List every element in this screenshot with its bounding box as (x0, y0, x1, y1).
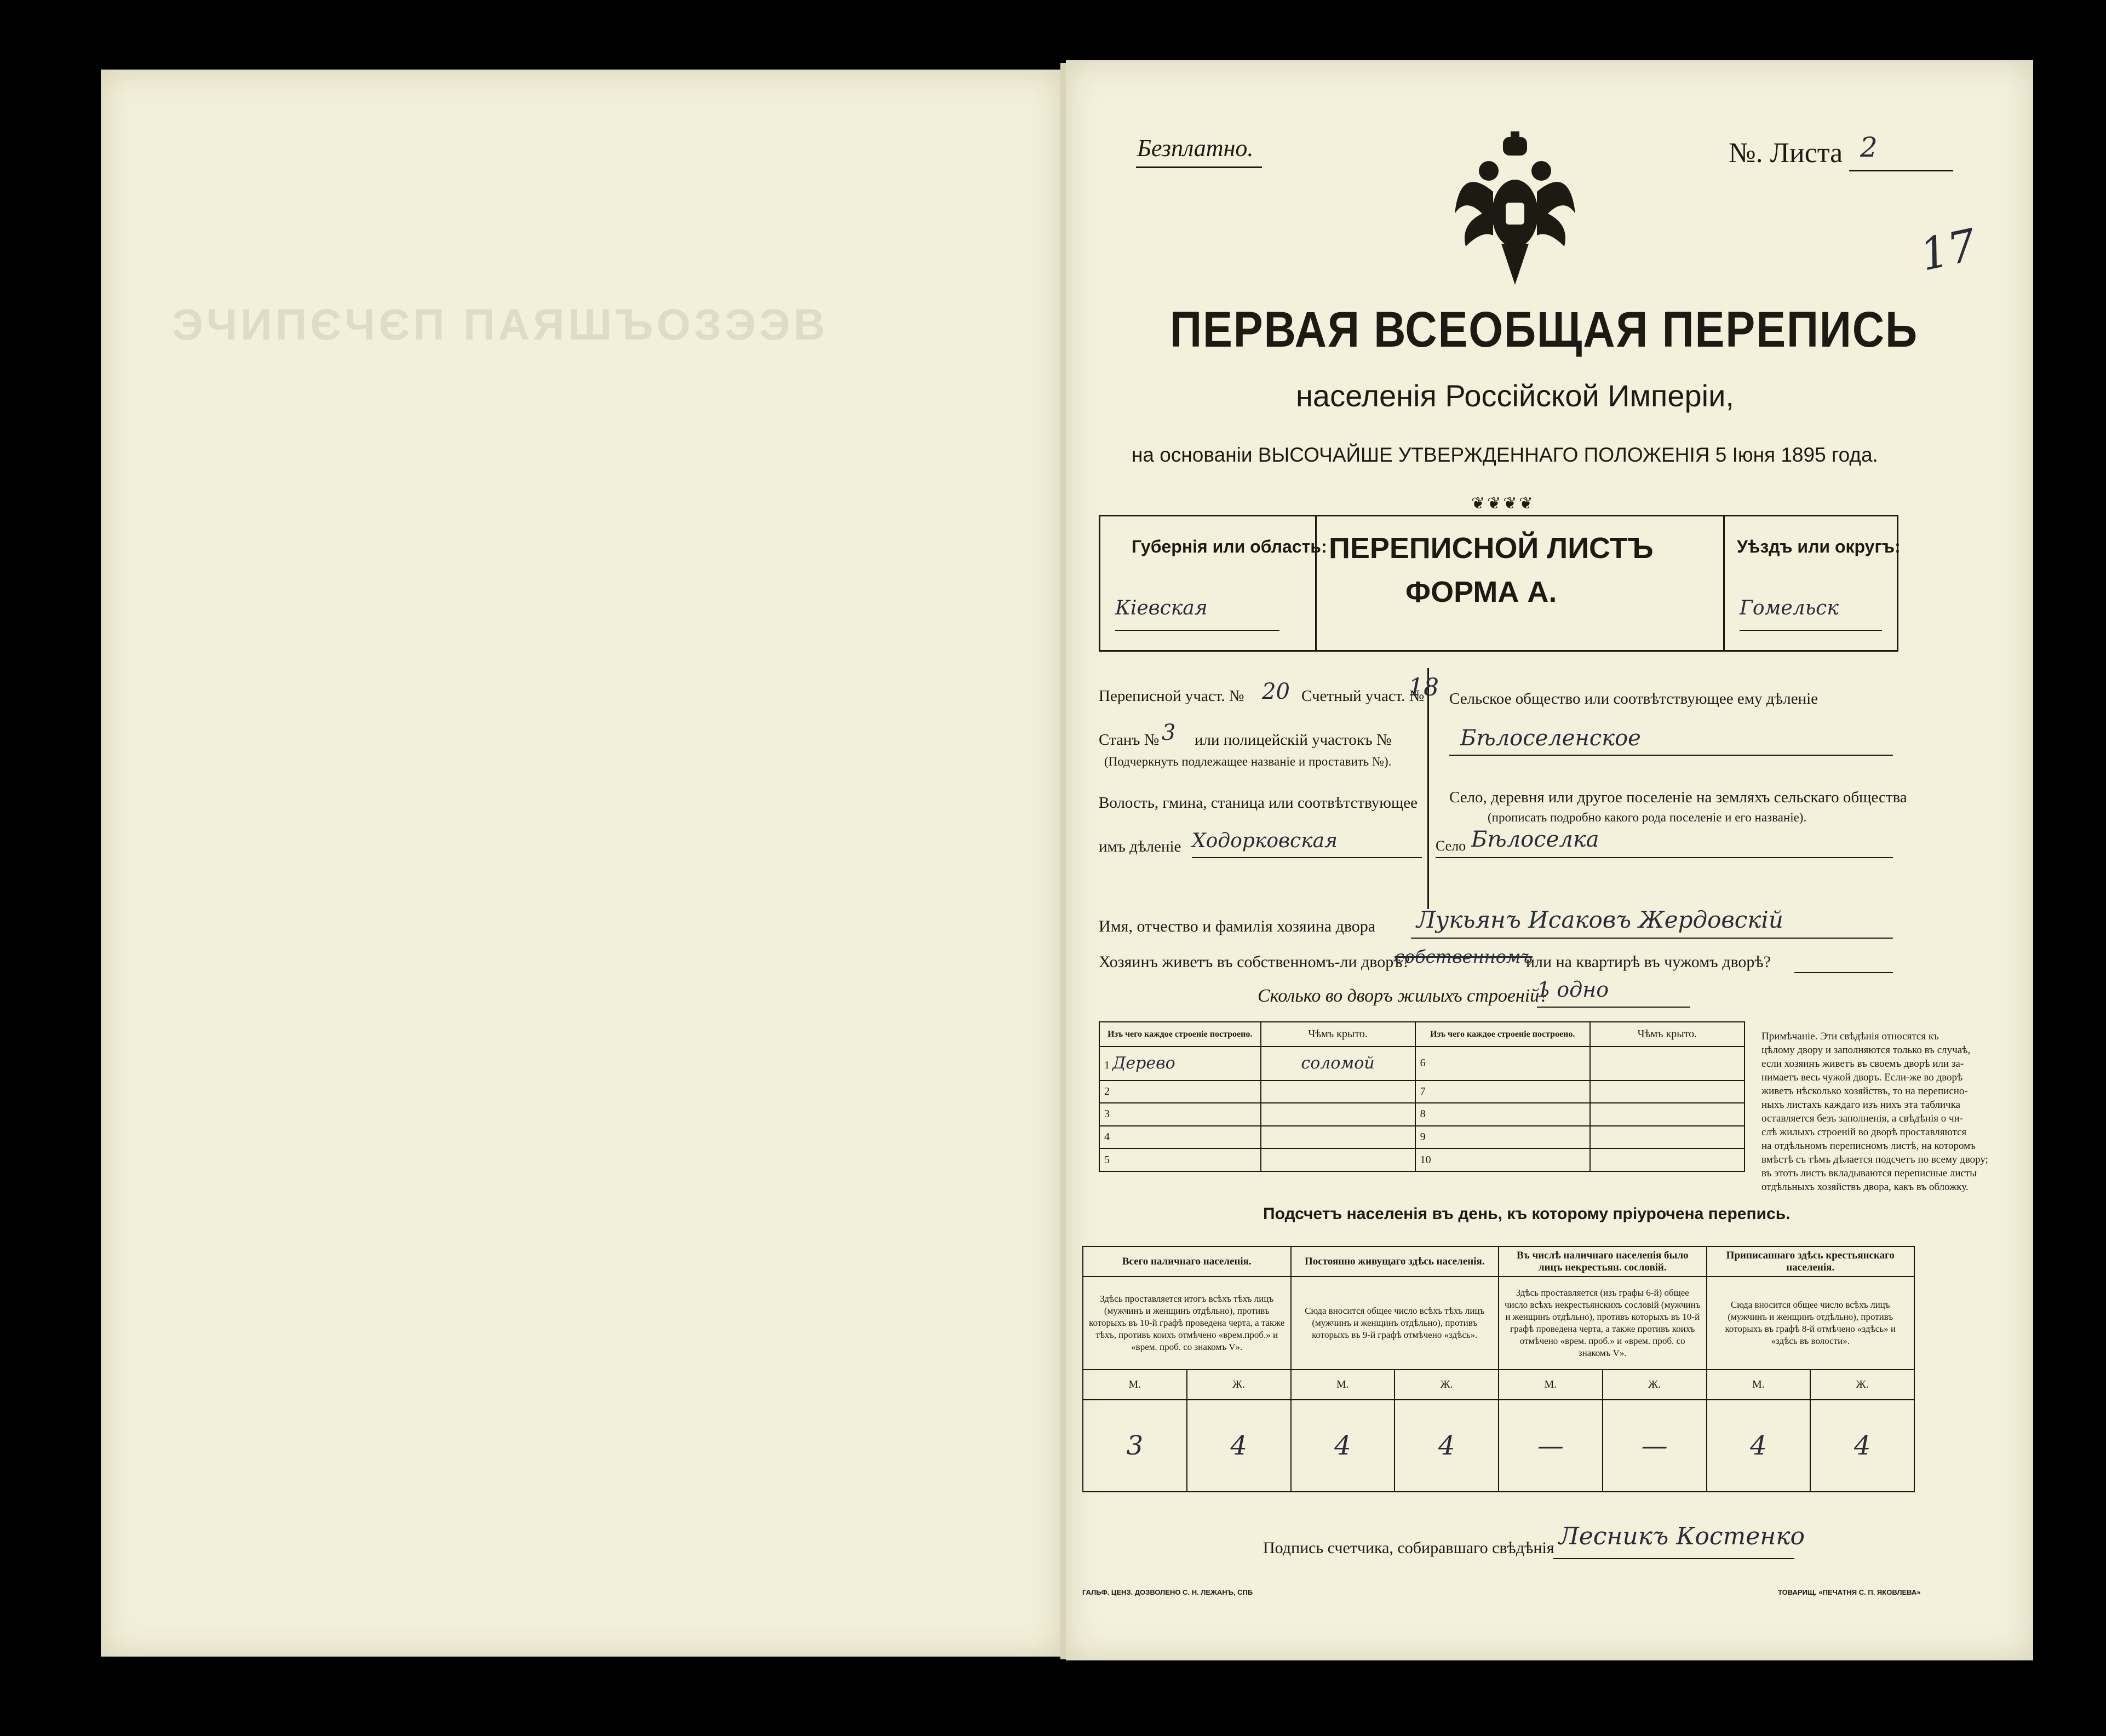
society-underline (1449, 755, 1893, 756)
corner-folio-number: 17 (1915, 219, 1981, 281)
permanent-female-count: 4 (1395, 1400, 1499, 1492)
col-desc-permanent: Сюда вносится общее число всѣхъ тѣхъ лицъ (мужчинъ и женщинъ отдѣльно), противъ которыхъ въ 9-й графѣ отмѣчено «здѣсь». (1291, 1277, 1499, 1370)
male-header: М. (1707, 1370, 1811, 1400)
ornament-divider: ❦❦❦❦ (1471, 495, 1535, 513)
bleed-through-title: ЭЧИПЄЧЄП ПАЯШЪОЗЭЭВ (172, 300, 829, 349)
roof-header-right: Чѣмъ крыто. (1590, 1022, 1745, 1047)
empty-cell (1590, 1126, 1745, 1149)
underline-note: (Подчеркнуть подлежащее названіе и проставить №). (1104, 755, 1392, 768)
material-header-left: Изъ чего каждое строеніе построено. (1099, 1022, 1261, 1047)
row-number: 10 (1415, 1148, 1590, 1171)
row-number: 2 (1099, 1080, 1261, 1103)
village-label: Село, деревня или другое поселеніе на земляхъ сельскаго общества (1449, 789, 1907, 806)
row-number: 5 (1099, 1148, 1261, 1171)
note-line: оставляется безъ заполненія, а свѣдѣнія о чи- (1761, 1113, 1964, 1124)
male-header: М. (1291, 1370, 1395, 1400)
fields-divider (1427, 668, 1429, 909)
col-desc-non-peasant: Здѣсь проставляется (изъ графы 6-й) общее число всѣхъ некрестьянскихъ сословій (мужчинъ и женщинъ отдѣльно), противъ которыхъ въ 10-й графѣ проведена черта, а также противъ коихъ отмѣчено «врем. проб.» и «врем. проб. со знакомъ V». (1499, 1277, 1707, 1370)
col-head-peasant: Приписаннаго здѣсь крестьянскаго населенія. (1707, 1246, 1915, 1277)
col-desc-peasant: Сюда вносится общее число всѣхъ лицъ (мужчинъ и женщинъ отдѣльно), противъ которыхъ въ графѣ 8-й отмѣчено «здѣсь» и «здѣсь въ волости». (1707, 1277, 1915, 1370)
sheet-number-value: 2 (1860, 131, 1878, 163)
village-prefix: Село (1436, 838, 1466, 854)
printer-credit-right: ТОВАРИЩ. «ПЕЧАТНЯ С. П. ЯКОВЛЕВА» (1778, 1588, 1921, 1596)
row-number: 4 (1099, 1126, 1261, 1149)
note-line: Примѣчаніе. Эти свѣдѣнія относятся къ (1761, 1031, 1939, 1042)
col-desc-total: Здѣсь проставляется итогъ всѣхъ тѣхъ лицъ (мужчинъ и женщинъ отдѣльно), противъ которыхъ въ 10-й графѣ проведена черта, а также тѣхъ, противъ коихъ отмѣчено «врем.проб.» и «врем. проб. со знакомъ V». (1083, 1277, 1291, 1370)
note-line: цѣлому двору и заполняются только въ случаѣ, (1761, 1044, 1971, 1056)
left-page (101, 70, 1062, 1657)
owner-underline (1411, 938, 1893, 939)
page-subtitle: населенія Россійской Имперіи, (1296, 378, 1734, 413)
buildings-underline (1537, 1007, 1690, 1008)
guberniya-value: Кіевская (1115, 597, 1208, 619)
roof-header-left: Чѣмъ крыто. (1261, 1022, 1415, 1047)
population-title: Подсчетъ населенія въ день, къ которому пріурочена перепись. (1263, 1205, 1791, 1223)
empty-cell (1261, 1080, 1415, 1103)
row-number: 8 (1415, 1103, 1590, 1126)
free-underline (1136, 166, 1262, 168)
form-box-divider-right (1723, 515, 1725, 652)
guberniya-label: Губернія или область: (1132, 537, 1327, 556)
form-box-divider-left (1315, 515, 1317, 652)
non-peasant-male-count: — (1499, 1400, 1603, 1492)
peasant-female-count: 4 (1810, 1400, 1914, 1492)
signature-label: Подпись счетчика, собиравшаго свѣдѣнія (1263, 1539, 1554, 1557)
male-header: М. (1083, 1370, 1187, 1400)
col-head-permanent: Постоянно живущаго здѣсь населенія. (1291, 1246, 1499, 1277)
volost-underline (1192, 857, 1422, 858)
note-line: въ этотъ листъ вкладываются переписные листы (1761, 1168, 1977, 1179)
note-block (1761, 1030, 1992, 1194)
note-line: слѣ жилыхъ строеній во дворѣ проставляются (1761, 1126, 1967, 1138)
buildings-label: Сколько во дворъ жилыхъ строеній? (1258, 986, 1549, 1006)
permanent-male-count: 4 (1291, 1400, 1395, 1492)
free-label: Безплатно. (1137, 135, 1254, 162)
row-number: 9 (1415, 1126, 1590, 1149)
col-head-total: Всего наличнаго населенія. (1083, 1246, 1291, 1277)
form-title-line-1: ПЕРЕПИСНОЙ ЛИСТЪ (1329, 532, 1654, 565)
empty-cell (1261, 1103, 1415, 1126)
volost-value: Ходорковская (1192, 830, 1338, 852)
printer-credit-left: ГАЛЬФ. ЦЕНЗ. ДОЗВОЛЕНО С. Н. ЛЕЖАНЪ, СПБ (1082, 1588, 1253, 1596)
sheet-number-label: №. Листа (1729, 137, 1843, 169)
total-female-count: 4 (1187, 1400, 1291, 1492)
peasant-male-count: 4 (1707, 1400, 1811, 1492)
village-note: (прописать подробно какого рода поселеніе и его названіе). (1488, 810, 1807, 824)
village-underline (1436, 857, 1893, 858)
note-line: если хозяинъ живетъ въ своемъ дворѣ или за- (1761, 1058, 1964, 1070)
village-value: Бѣлоселка (1471, 827, 1599, 852)
material-value-1: Дерево (1112, 1054, 1175, 1073)
non-peasant-female-count: — (1603, 1400, 1707, 1492)
row-number: 1 (1104, 1059, 1110, 1072)
uezd-underline (1740, 630, 1882, 631)
note-line: на отдѣльномъ переписномъ листѣ, на которомъ (1761, 1140, 1976, 1152)
signature-underline (1553, 1558, 1794, 1559)
male-header: М. (1499, 1370, 1603, 1400)
female-header: Ж. (1603, 1370, 1707, 1400)
row-number: 6 (1415, 1047, 1590, 1080)
note-line: отдѣльныхъ хозяйствъ двора, какъ въ обложку. (1761, 1181, 1969, 1193)
volost-label-1: Волость, гмина, станица или соотвѣтствующее (1099, 794, 1418, 812)
volost-label-2: имъ дѣленіе (1099, 838, 1181, 855)
uezd-label: Уѣздъ или округъ: (1737, 537, 1901, 556)
buildings-table (1099, 1021, 1745, 1172)
empty-cell (1590, 1148, 1745, 1171)
roof-value-1: соломой (1261, 1047, 1415, 1080)
empty-cell (1261, 1148, 1415, 1171)
schetny-uchastok-value: 18 (1408, 674, 1439, 702)
page-title: ПЕРВАЯ ВСЕОБЩАЯ ПЕРЕПИСЬ (1170, 302, 1918, 358)
lives-label: Хозяинъ живетъ въ собственномъ-ли дворѣ? (1099, 953, 1410, 971)
empty-cell (1590, 1103, 1745, 1126)
lives-underline (1794, 972, 1893, 973)
schetny-uchastok-label: Счетный участ. № (1301, 687, 1425, 705)
lives-value: собственномъ (1395, 946, 1533, 967)
stan-value: 3 (1162, 720, 1176, 745)
society-label: Сельское общество или соотвѣтствующее ему дѣленіе (1449, 690, 1818, 708)
uezd-value: Гомельск (1740, 597, 1839, 619)
census-form-page (1066, 60, 2033, 1660)
total-male-count: 3 (1083, 1400, 1187, 1492)
decree-line: на основаніи ВЫСОЧАЙШЕ УТВЕРЖДЕННАГО ПОЛОЖЕНІЯ 5 Іюня 1895 года. (1132, 444, 1878, 466)
note-line: ныхъ листахъ каждаго изъ нихъ эта табличка (1761, 1099, 1961, 1111)
owner-value: Лукьянъ Исаковъ Жердовскій (1416, 906, 1783, 933)
empty-cell (1261, 1126, 1415, 1149)
note-line: вмѣстѣ съ тѣмъ дѣлается подсчетъ по всему двору; (1761, 1154, 1988, 1165)
population-table (1082, 1246, 1915, 1492)
material-header-right: Изъ чего каждое строеніе построено. (1415, 1022, 1590, 1047)
female-header: Ж. (1810, 1370, 1914, 1400)
buildings-value: 1 одно (1537, 978, 1609, 1002)
lives-alt-label: или на квартирѣ въ чужомъ дворѣ? (1526, 953, 1771, 971)
row-number: 3 (1099, 1103, 1261, 1126)
signature-value: Лесникъ Костенко (1559, 1522, 1805, 1550)
owner-label: Имя, отчество и фамилія хозяина двора (1099, 917, 1376, 935)
note-line: живетъ нѣсколько хозяйствъ, то на переписно- (1761, 1085, 1968, 1097)
sheet-number-underline (1849, 170, 1953, 171)
row-number: 7 (1415, 1080, 1590, 1103)
police-label: или полицейскій участокъ № (1195, 731, 1392, 749)
perepisnoy-uchastok-label: Переписной участ. № (1099, 687, 1244, 705)
double-headed-eagle-emblem (1449, 131, 1581, 290)
col-head-non-peasant: Въ числѣ наличнаго населенія было лицъ некрестьян. сословій. (1499, 1246, 1707, 1277)
stan-label: Станъ № (1099, 731, 1160, 749)
female-header: Ж. (1395, 1370, 1499, 1400)
guberniya-underline (1115, 630, 1279, 631)
society-value: Бѣлоселенское (1460, 726, 1641, 751)
empty-cell (1590, 1080, 1745, 1103)
empty-cell (1590, 1047, 1745, 1080)
female-header: Ж. (1187, 1370, 1291, 1400)
note-line: нимаетъ весь чужой дворъ. Если-же во дворѣ (1761, 1072, 1963, 1083)
table-row-1 (1099, 1047, 1261, 1080)
form-title-line-2: ФОРМА А. (1405, 576, 1557, 608)
perepisnoy-uchastok-value: 20 (1262, 679, 1290, 704)
